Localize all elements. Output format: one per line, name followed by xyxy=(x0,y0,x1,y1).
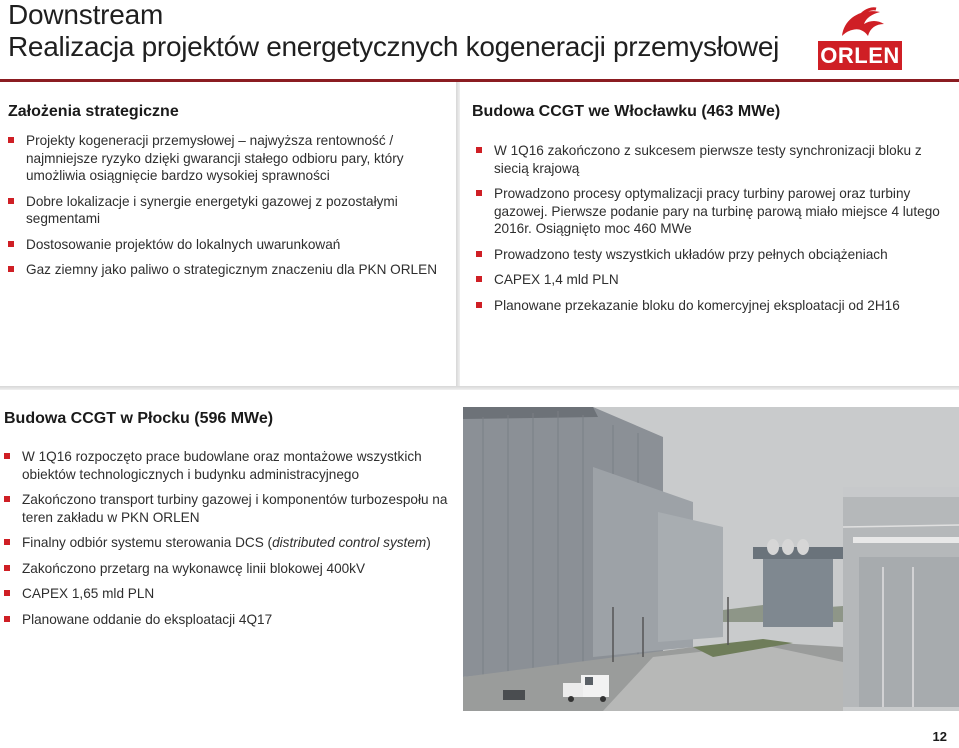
list-item-text: Dostosowanie projektów do lokalnych uwarunkowań xyxy=(26,236,341,252)
strategic-list xyxy=(4,132,444,287)
list-item-text: Finalny odbiór systemu sterowania DCS ( xyxy=(22,535,273,550)
panel-divider-vertical xyxy=(456,82,460,387)
list-item xyxy=(4,236,444,254)
list-item xyxy=(472,142,942,177)
bullet-icon xyxy=(476,302,482,308)
list-item-text: Prowadzono testy wszystkich układów przy pełnych obciążeniach xyxy=(494,246,888,262)
bullet-icon xyxy=(8,137,14,143)
list-item-text: Planowane przekazanie bloku do komercyjnej eksploatacji od 2H16 xyxy=(494,297,900,313)
bullet-icon xyxy=(476,251,482,257)
list-item xyxy=(0,491,460,526)
list-item xyxy=(4,261,444,279)
plock-list xyxy=(0,448,460,636)
power-plant-illustration xyxy=(463,407,959,711)
list-item xyxy=(0,534,460,552)
title-block xyxy=(8,0,779,64)
list-item-text: W 1Q16 zakończono z sukcesem pierwsze testy synchronizacji bloku z siecią krajową xyxy=(494,143,922,176)
bullet-icon xyxy=(8,241,14,247)
list-item-text: Planowane oddanie do eksploatacji 4Q17 xyxy=(22,611,273,627)
list-item-text: Dobre lokalizacje i synergie energetyki gazowej z pozostałymi segmentami xyxy=(26,193,398,226)
list-item xyxy=(472,297,942,315)
orlen-logo xyxy=(818,4,902,72)
bullet-icon xyxy=(476,147,482,153)
list-item xyxy=(4,132,444,185)
bullet-icon xyxy=(4,616,10,622)
list-item-text: Gaz ziemny jako paliwo o strategicznym znaczeniu dla PKN ORLEN xyxy=(26,262,438,277)
bullet-icon xyxy=(4,565,10,571)
bullet-icon xyxy=(8,266,14,272)
list-item-text: Zakończono przetarg na wykonawcę linii blokowej 400kV xyxy=(22,560,366,576)
page-number: 12 xyxy=(932,729,947,744)
list-item xyxy=(0,448,460,483)
bullet-icon xyxy=(476,190,482,196)
page-title: Downstream xyxy=(8,0,164,30)
list-item xyxy=(0,560,460,578)
list-item-text: CAPEX 1,4 mld PLN xyxy=(494,272,619,287)
construction-site-photo xyxy=(463,407,959,711)
list-item xyxy=(472,246,942,264)
page-subtitle: Realizacja projektów energetycznych kogeneracji przemysłowej xyxy=(8,31,780,62)
list-item-text: CAPEX 1,65 mld PLN xyxy=(22,586,155,601)
list-item xyxy=(472,185,942,238)
bullet-icon xyxy=(4,539,10,545)
list-item-text: Prowadzono procesy optymalizacji pracy turbiny parowej oraz turbiny gazowej. Pierwsze podanie pary na turbinę parową miało miejsce 4 lutego 2016r. Osiągnięto moc 460 MWe xyxy=(494,186,940,236)
eagle-icon xyxy=(818,4,902,44)
list-item xyxy=(0,585,460,603)
list-item xyxy=(4,193,444,228)
list-item xyxy=(0,611,460,629)
bullet-icon xyxy=(8,198,14,204)
panel-divider-horizontal xyxy=(0,386,959,390)
logo-wordmark: ORLEN xyxy=(820,43,900,68)
bullet-icon xyxy=(4,496,10,502)
header-divider xyxy=(0,79,959,82)
strategic-heading: Założenia strategiczne xyxy=(8,103,179,120)
list-item-text-suffix: ) xyxy=(426,535,431,550)
list-item xyxy=(472,271,942,289)
list-item-emphasis: distributed control system xyxy=(272,535,427,550)
bullet-icon xyxy=(4,590,10,596)
wloclawek-heading: Budowa CCGT we Włocławku (463 MWe) xyxy=(472,103,781,120)
list-item-text: W 1Q16 rozpoczęto prace budowlane oraz montażowe wszystkich obiektów technologicznych i budynku administracyjnego xyxy=(22,449,422,482)
bullet-icon xyxy=(4,453,10,459)
list-item-text: Projekty kogeneracji przemysłowej – najwyższa rentowność / najmniejsze ryzyko dzięki gwarancji stałego odbioru pary, który umożliwia osiągnięcie bardzo wysokiej sprawności xyxy=(26,133,404,183)
plock-heading: Budowa CCGT w Płocku (596 MWe) xyxy=(4,410,274,427)
list-item-text: Zakończono transport turbiny gazowej i komponentów turbozespołu na teren zakładu w PKN ORLEN xyxy=(22,492,448,525)
wloclawek-list xyxy=(472,142,942,322)
bullet-icon xyxy=(476,276,482,282)
